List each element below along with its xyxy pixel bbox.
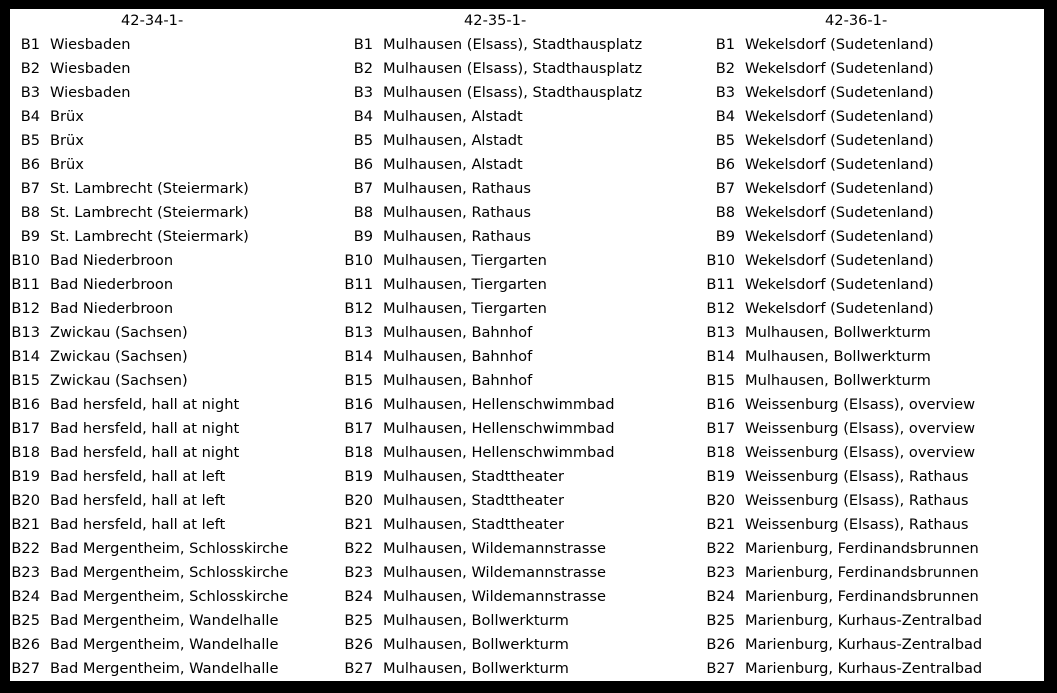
item-code: B15: [344, 372, 373, 389]
list-item: [335, 537, 705, 561]
list-item: [705, 465, 1044, 489]
list-item: [10, 105, 340, 129]
item-code: B9: [715, 228, 735, 245]
item-place: Zwickau (Sachsen): [50, 324, 188, 341]
item-code: B1: [353, 36, 373, 53]
list-item: [335, 393, 705, 417]
list-item: [705, 369, 1044, 393]
item-code: B10: [344, 252, 373, 269]
item-code: B17: [344, 420, 373, 437]
item-code: B18: [344, 444, 373, 461]
item-code: B12: [11, 300, 40, 317]
item-code: B21: [344, 516, 373, 533]
item-code: B10: [706, 252, 735, 269]
item-code: B25: [344, 612, 373, 629]
item-code: B6: [20, 156, 40, 173]
list-item: [10, 393, 340, 417]
item-place: Mulhausen, Bahnhof: [383, 324, 533, 341]
item-code: B7: [353, 180, 373, 197]
item-place: Weissenburg (Elsass), Rathaus: [745, 492, 969, 509]
item-place: Mulhausen, Alstadt: [383, 108, 523, 125]
item-code: B14: [344, 348, 373, 365]
item-place: Mulhausen, Rathaus: [383, 180, 531, 197]
item-place: Mulhausen, Rathaus: [383, 204, 531, 221]
list-item: [705, 321, 1044, 345]
item-code: B4: [353, 108, 373, 125]
list-item: [705, 585, 1044, 609]
list-item: [10, 321, 340, 345]
list-item: [335, 609, 705, 633]
item-place: Bad Mergentheim, Schlosskirche: [50, 588, 289, 605]
list-item: [10, 585, 340, 609]
item-code: B13: [11, 324, 40, 341]
item-code: B7: [20, 180, 40, 197]
list-item: [335, 465, 705, 489]
list-item: [335, 633, 705, 657]
item-place: Bad Mergentheim, Schlosskirche: [50, 564, 289, 581]
list-item: [335, 369, 705, 393]
item-code: B12: [706, 300, 735, 317]
item-code: B14: [706, 348, 735, 365]
item-code: B9: [20, 228, 40, 245]
item-code: B8: [715, 204, 735, 221]
item-place: Marienburg, Kurhaus-Zentralbad: [745, 660, 983, 677]
list-item: [335, 657, 705, 681]
item-place: Wekelsdorf (Sudetenland): [745, 228, 934, 245]
item-code: B20: [344, 492, 373, 509]
item-place: Bad hersfeld, hall at left: [50, 468, 226, 485]
item-place: Zwickau (Sachsen): [50, 372, 188, 389]
item-code: B26: [11, 636, 40, 653]
row-list: [335, 33, 705, 681]
list-item: [10, 441, 340, 465]
item-place: Mulhausen, Bollwerkturm: [383, 636, 569, 653]
item-code: B22: [11, 540, 40, 557]
item-code: B3: [20, 84, 40, 101]
item-place: Mulhausen, Hellenschwimmbad: [383, 396, 615, 413]
item-code: B17: [11, 420, 40, 437]
item-place: Mulhausen, Stadttheater: [383, 492, 564, 509]
list-item: [335, 225, 705, 249]
item-place: St. Lambrecht (Steiermark): [50, 228, 249, 245]
list-item: [705, 441, 1044, 465]
list-item: [335, 57, 705, 81]
item-code: B18: [11, 444, 40, 461]
list-item: [10, 225, 340, 249]
list-item: [335, 105, 705, 129]
list-item: [705, 609, 1044, 633]
list-item: [10, 417, 340, 441]
item-code: B3: [353, 84, 373, 101]
column-header: 42-36-1-: [825, 12, 888, 29]
item-code: B5: [20, 132, 40, 149]
item-place: Mulhausen, Wildemannstrasse: [383, 588, 607, 605]
row-list: [705, 33, 1044, 681]
item-place: Mulhausen, Bahnhof: [383, 348, 533, 365]
item-place: Bad hersfeld, hall at left: [50, 516, 226, 533]
item-place: Wekelsdorf (Sudetenland): [745, 60, 934, 77]
item-code: B9: [353, 228, 373, 245]
item-code: B26: [706, 636, 735, 653]
list-item: [335, 441, 705, 465]
item-place: Wekelsdorf (Sudetenland): [745, 156, 934, 173]
item-code: B4: [715, 108, 735, 125]
item-code: B2: [20, 60, 40, 77]
item-place: St. Lambrecht (Steiermark): [50, 204, 249, 221]
list-item: [10, 129, 340, 153]
item-code: B2: [715, 60, 735, 77]
list-item: [705, 81, 1044, 105]
list-item: [705, 513, 1044, 537]
item-code: B21: [706, 516, 735, 533]
item-place: Mulhausen, Bollwerkturm: [745, 372, 931, 389]
item-code: B24: [11, 588, 40, 605]
list-item: [705, 297, 1044, 321]
item-code: B13: [706, 324, 735, 341]
item-code: B19: [344, 468, 373, 485]
list-item: [705, 273, 1044, 297]
item-code: B4: [20, 108, 40, 125]
item-place: Wekelsdorf (Sudetenland): [745, 84, 934, 101]
item-code: B25: [11, 612, 40, 629]
item-code: B18: [706, 444, 735, 461]
column-42-36-1: [705, 9, 1044, 681]
list-item: [705, 345, 1044, 369]
item-code: B1: [715, 36, 735, 53]
list-item: [335, 177, 705, 201]
item-place: Brüx: [50, 156, 84, 173]
list-item: [10, 489, 340, 513]
column-header: 42-35-1-: [464, 12, 527, 29]
list-item: [10, 561, 340, 585]
item-code: B20: [706, 492, 735, 509]
item-code: B12: [344, 300, 373, 317]
item-place: Bad hersfeld, hall at night: [50, 396, 240, 413]
list-item: [705, 225, 1044, 249]
item-place: Bad Mergentheim, Wandelhalle: [50, 612, 279, 629]
column-42-34-1: [10, 9, 340, 681]
item-code: B24: [706, 588, 735, 605]
item-code: B13: [344, 324, 373, 341]
item-code: B22: [344, 540, 373, 557]
item-place: Mulhausen, Bahnhof: [383, 372, 533, 389]
item-code: B6: [353, 156, 373, 173]
item-place: Mulhausen, Bollwerkturm: [383, 612, 569, 629]
item-place: Mulhausen, Rathaus: [383, 228, 531, 245]
item-code: B23: [344, 564, 373, 581]
item-place: Wekelsdorf (Sudetenland): [745, 132, 934, 149]
item-place: Wiesbaden: [50, 60, 131, 77]
item-place: Mulhausen, Wildemannstrasse: [383, 564, 607, 581]
item-place: Brüx: [50, 132, 84, 149]
list-item: [335, 513, 705, 537]
item-place: Mulhausen, Stadttheater: [383, 516, 564, 533]
item-place: Mulhausen, Bollwerkturm: [745, 324, 931, 341]
column-header: 42-34-1-: [121, 12, 184, 29]
item-place: Bad hersfeld, hall at left: [50, 492, 226, 509]
item-code: B19: [706, 468, 735, 485]
list-item: [705, 561, 1044, 585]
list-item: [705, 201, 1044, 225]
list-item: [335, 561, 705, 585]
item-place: Mulhausen, Alstadt: [383, 156, 523, 173]
list-item: [335, 489, 705, 513]
item-code: B15: [706, 372, 735, 389]
list-item: [10, 657, 340, 681]
item-code: B16: [706, 396, 735, 413]
item-code: B27: [11, 660, 40, 677]
item-code: B22: [706, 540, 735, 557]
item-code: B1: [20, 36, 40, 53]
list-item: [10, 537, 340, 561]
item-code: B14: [11, 348, 40, 365]
list-item: [335, 297, 705, 321]
list-item: [705, 57, 1044, 81]
item-place: Bad Niederbroon: [50, 252, 174, 269]
item-place: Weissenburg (Elsass), Rathaus: [745, 516, 969, 533]
list-item: [335, 249, 705, 273]
item-place: Marienburg, Ferdinandsbrunnen: [745, 564, 979, 581]
list-item: [10, 81, 340, 105]
item-code: B17: [706, 420, 735, 437]
item-place: Marienburg, Ferdinandsbrunnen: [745, 540, 979, 557]
item-code: B27: [706, 660, 735, 677]
item-place: Mulhausen, Hellenschwimmbad: [383, 420, 615, 437]
item-place: Weissenburg (Elsass), overview: [745, 420, 976, 437]
item-place: Wekelsdorf (Sudetenland): [745, 36, 934, 53]
row-list: [10, 33, 340, 681]
list-item: [10, 609, 340, 633]
item-place: Mulhausen, Tiergarten: [383, 276, 547, 293]
item-code: B5: [715, 132, 735, 149]
item-place: Marienburg, Kurhaus-Zentralbad: [745, 612, 983, 629]
list-item: [705, 537, 1044, 561]
list-item: [10, 297, 340, 321]
item-place: Wekelsdorf (Sudetenland): [745, 204, 934, 221]
list-item: [705, 657, 1044, 681]
item-place: Mulhausen (Elsass), Stadthausplatz: [383, 36, 643, 53]
item-place: Mulhausen, Tiergarten: [383, 252, 547, 269]
item-place: Mulhausen, Alstadt: [383, 132, 523, 149]
list-item: [705, 105, 1044, 129]
item-code: B25: [706, 612, 735, 629]
list-item: [335, 81, 705, 105]
list-item: [705, 129, 1044, 153]
list-item: [335, 273, 705, 297]
item-place: Bad hersfeld, hall at night: [50, 420, 240, 437]
item-place: Weissenburg (Elsass), overview: [745, 444, 976, 461]
item-code: B19: [11, 468, 40, 485]
item-code: B23: [706, 564, 735, 581]
item-place: Mulhausen, Bollwerkturm: [383, 660, 569, 677]
item-place: Marienburg, Kurhaus-Zentralbad: [745, 636, 983, 653]
item-place: Mulhausen, Tiergarten: [383, 300, 547, 317]
list-item: [705, 33, 1044, 57]
list-item: [10, 633, 340, 657]
item-code: B10: [11, 252, 40, 269]
list-item: [335, 33, 705, 57]
item-code: B27: [344, 660, 373, 677]
item-code: B16: [344, 396, 373, 413]
list-item: [10, 201, 340, 225]
list-item: [335, 129, 705, 153]
list-item: [10, 369, 340, 393]
list-item: [10, 153, 340, 177]
list-item: [10, 345, 340, 369]
item-place: Bad Niederbroon: [50, 300, 174, 317]
item-place: Wiesbaden: [50, 84, 131, 101]
list-item: [10, 177, 340, 201]
list-item: [705, 393, 1044, 417]
list-item: [10, 57, 340, 81]
item-code: B15: [11, 372, 40, 389]
list-item: [335, 345, 705, 369]
item-code: B11: [344, 276, 373, 293]
item-place: Mulhausen, Wildemannstrasse: [383, 540, 607, 557]
list-item: [705, 489, 1044, 513]
list-item: [335, 153, 705, 177]
list-item: [335, 417, 705, 441]
item-place: Weissenburg (Elsass), Rathaus: [745, 468, 969, 485]
list-item: [705, 249, 1044, 273]
list-item: [335, 201, 705, 225]
item-place: Marienburg, Ferdinandsbrunnen: [745, 588, 979, 605]
list-item: [335, 585, 705, 609]
item-code: B26: [344, 636, 373, 653]
item-place: Zwickau (Sachsen): [50, 348, 188, 365]
item-place: Brüx: [50, 108, 84, 125]
list-item: [10, 249, 340, 273]
list-item: [705, 177, 1044, 201]
item-place: Mulhausen (Elsass), Stadthausplatz: [383, 84, 643, 101]
item-code: B8: [20, 204, 40, 221]
item-code: B5: [353, 132, 373, 149]
list-item: [335, 321, 705, 345]
item-code: B7: [715, 180, 735, 197]
item-place: Wekelsdorf (Sudetenland): [745, 276, 934, 293]
item-place: Bad Mergentheim, Schlosskirche: [50, 540, 289, 557]
item-place: Mulhausen, Bollwerkturm: [745, 348, 931, 365]
item-place: Wekelsdorf (Sudetenland): [745, 300, 934, 317]
item-place: St. Lambrecht (Steiermark): [50, 180, 249, 197]
list-item: [705, 633, 1044, 657]
list-item: [705, 153, 1044, 177]
item-code: B2: [353, 60, 373, 77]
document-sheet: [10, 9, 1044, 681]
item-code: B11: [706, 276, 735, 293]
list-item: [10, 465, 340, 489]
list-item: [10, 513, 340, 537]
item-place: Wekelsdorf (Sudetenland): [745, 180, 934, 197]
item-code: B24: [344, 588, 373, 605]
item-place: Bad hersfeld, hall at night: [50, 444, 240, 461]
list-item: [10, 273, 340, 297]
item-code: B3: [715, 84, 735, 101]
item-place: Weissenburg (Elsass), overview: [745, 396, 976, 413]
item-place: Bad Mergentheim, Wandelhalle: [50, 660, 279, 677]
item-place: Wekelsdorf (Sudetenland): [745, 252, 934, 269]
item-place: Mulhausen, Stadttheater: [383, 468, 564, 485]
item-code: B6: [715, 156, 735, 173]
item-code: B8: [353, 204, 373, 221]
item-code: B11: [11, 276, 40, 293]
item-place: Mulhausen, Hellenschwimmbad: [383, 444, 615, 461]
list-item: [705, 417, 1044, 441]
item-place: Bad Niederbroon: [50, 276, 174, 293]
item-code: B21: [11, 516, 40, 533]
item-place: Bad Mergentheim, Wandelhalle: [50, 636, 279, 653]
column-42-35-1: [335, 9, 705, 681]
item-place: Mulhausen (Elsass), Stadthausplatz: [383, 60, 643, 77]
item-code: B23: [11, 564, 40, 581]
item-place: Wekelsdorf (Sudetenland): [745, 108, 934, 125]
item-place: Wiesbaden: [50, 36, 131, 53]
item-code: B16: [11, 396, 40, 413]
item-code: B20: [11, 492, 40, 509]
list-item: [10, 33, 340, 57]
